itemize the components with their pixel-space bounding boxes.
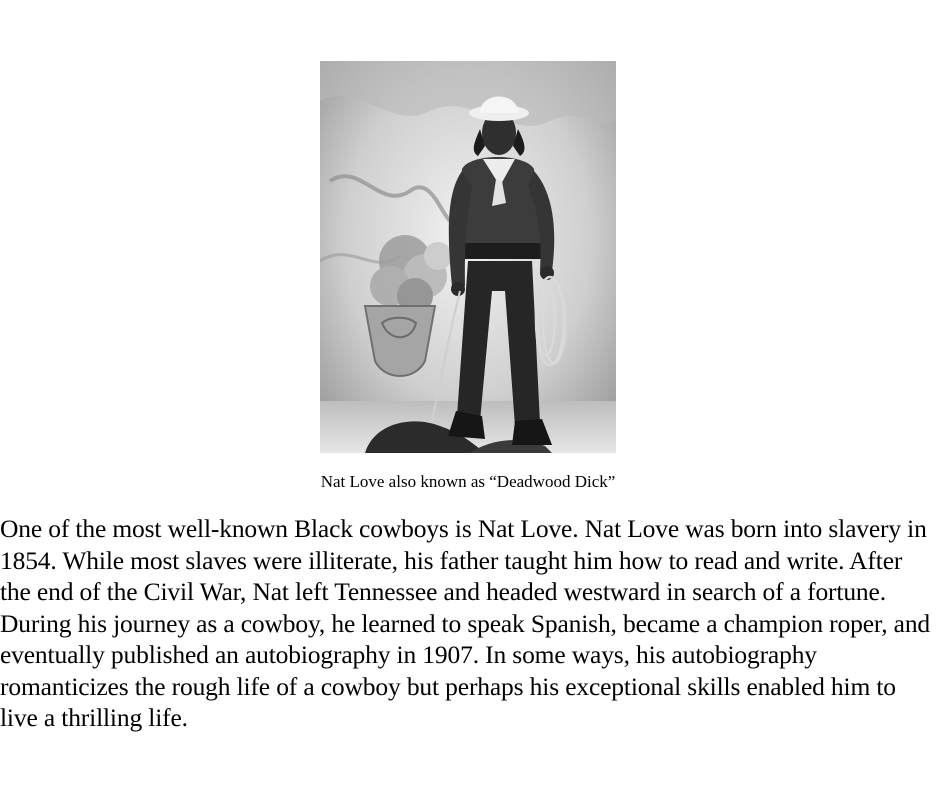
article-paragraph: One of the most well-known Black cowboys is Nat Love. Nat Love was born into slavery in 1854. While most slaves were illiterate, his father taught him how to read and write. After the end of the Civil War, Nat left Tennessee and headed westward in search of a fortune. During his journey as a cowboy, he learned to speak Spanish, became a champion roper, and eventually published an autobiography in 1907. In some ways, his autobiography romanticizes the rough life of a cowboy but perhaps his exceptional skills enabled him to live a thrilling life. [0, 514, 931, 732]
photo-illustration [320, 61, 616, 453]
photo-caption: Nat Love also known as “Deadwood Dick” [320, 472, 616, 491]
cowboy-portrait-photo [320, 61, 616, 453]
